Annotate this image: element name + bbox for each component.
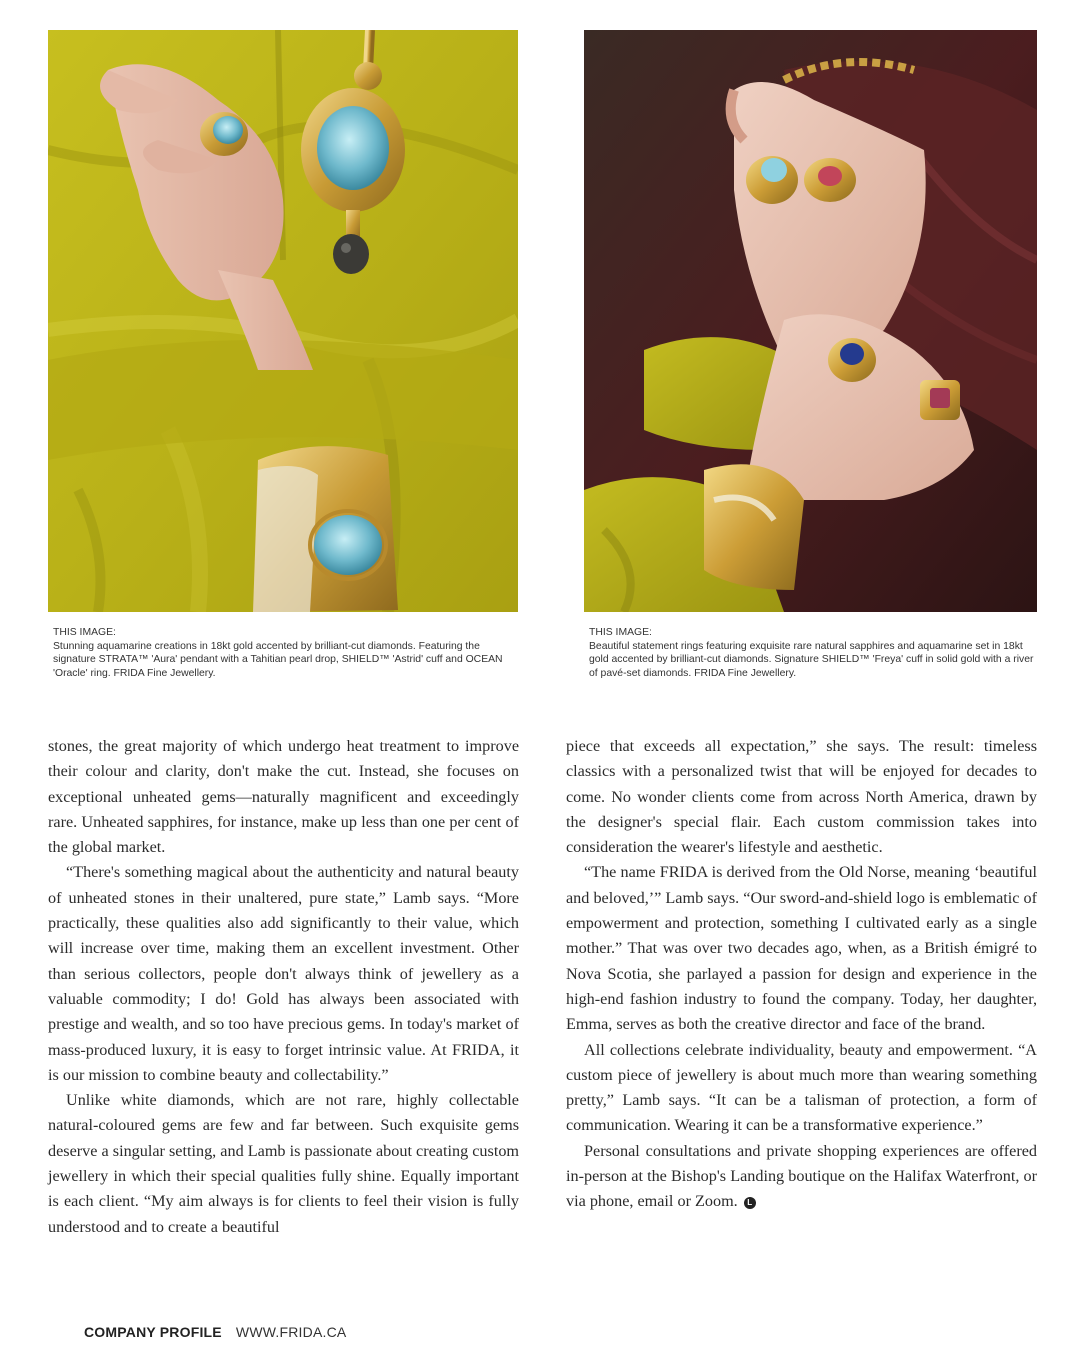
caption-text: Beautiful statement rings featuring exquisite rare natural sapphires and aquamarine set in 18kt gold accented by brilliant-cut diamonds. Signature SHIELD™ 'Freya' cuff in solid gold with a river of pavé-set diamonds. FRIDA Fine Jewellery. xyxy=(589,640,1034,679)
page-footer xyxy=(84,1324,346,1340)
photo-caption-right xyxy=(589,626,1039,680)
photo-aquamarine-jewellery xyxy=(48,30,518,612)
caption-text: Stunning aquamarine creations in 18kt gold accented by brilliant-cut diamonds. Featuring the signature STRATA™ 'Aura' pendant with a Tahitian pearl drop, SHIELD™ 'Astrid' cuff and OCEAN 'Oracle' ring. FRIDA Fine Jewellery. xyxy=(53,640,503,679)
article-paragraph: piece that exceeds all expectation,” she says. The result: timeless classics with a personalized twist that will be enjoyed for decades to come. No wonder clients come from across North America, drawn by the designer's special flair. Each custom commission takes into consideration the wearer's lifestyle and aesthetic. xyxy=(566,737,1037,857)
caption-label: THIS IMAGE: xyxy=(589,627,652,638)
photo-caption-left xyxy=(53,626,513,680)
caption-label: THIS IMAGE: xyxy=(53,627,116,638)
article-paragraph-final xyxy=(566,1139,1037,1215)
article-paragraph-text: Personal consultations and private shopping experiences are offered in-person at the Bishop's Landing boutique on the Halifax Waterfront, or via phone, email or Zoom. xyxy=(566,1141,1037,1211)
article-paragraph: “There's something magical about the authenticity and natural beauty of unheated stones in their unaltered, pure state,” Lamb says. “More practically, these qualities also add significantly to their value, which will increase over time, making them an excellent investment. Other than serious collectors, people don't always think of jewellery as a valuable commodity; I do! Gold has always been associated with prestige and wealth, and so too have precious gems. In today's market of mass-produced luxury, it is easy to forget intrinsic value. At FRIDA, it is our mission to combine beauty and collectability.” xyxy=(48,863,519,1084)
article-paragraph: “The name FRIDA is derived from the Old Norse, meaning ‘beautiful and beloved,’” Lamb says. “Our sword-and-shield logo is emblematic of empowerment and protection, something I cultivated early as a single mother.” That was over two decades ago, when, as a British émigré to Nova Scotia, she parlayed a passion for design and experience in the high-end fashion industry to found the company. Today, her daughter, Emma, serves as both the creative director and face of the brand. xyxy=(566,863,1037,1034)
article-paragraph: stones, the great majority of which undergo heat treatment to improve their colour and clarity, don't make the cut. Instead, she focuses on exceptional unheated gems—naturally magnificent and exceedingly rare. Unheated sapphires, for instance, make up less than one per cent of the global market. xyxy=(48,737,519,857)
footer-url: WWW.FRIDA.CA xyxy=(235,1324,347,1340)
photo-statement-rings xyxy=(584,30,1037,612)
article-paragraph: Unlike white diamonds, which are not rare, highly collectable natural-coloured gems are few and far between. Such exquisite gems deserve a singular setting, and Lamb is passionate about creating custom jewellery in which their special qualities fully shine. Equally important is each client. “My aim always is for clients to feel their vision is fully understood and to create a beautiful xyxy=(48,1091,519,1236)
footer-section-label: COMPANY PROFILE xyxy=(84,1324,222,1340)
article-column-left xyxy=(48,734,519,1240)
end-mark-icon: L xyxy=(744,1197,756,1209)
article-paragraph: All collections celebrate individuality, beauty and empowerment. “A custom piece of jewellery is about much more than wearing something pretty,” Lamb says. “It can be a talisman of protection, a form of communication. Wearing it can be a transformative experience.” xyxy=(566,1040,1037,1135)
article-column-right xyxy=(566,734,1037,1215)
